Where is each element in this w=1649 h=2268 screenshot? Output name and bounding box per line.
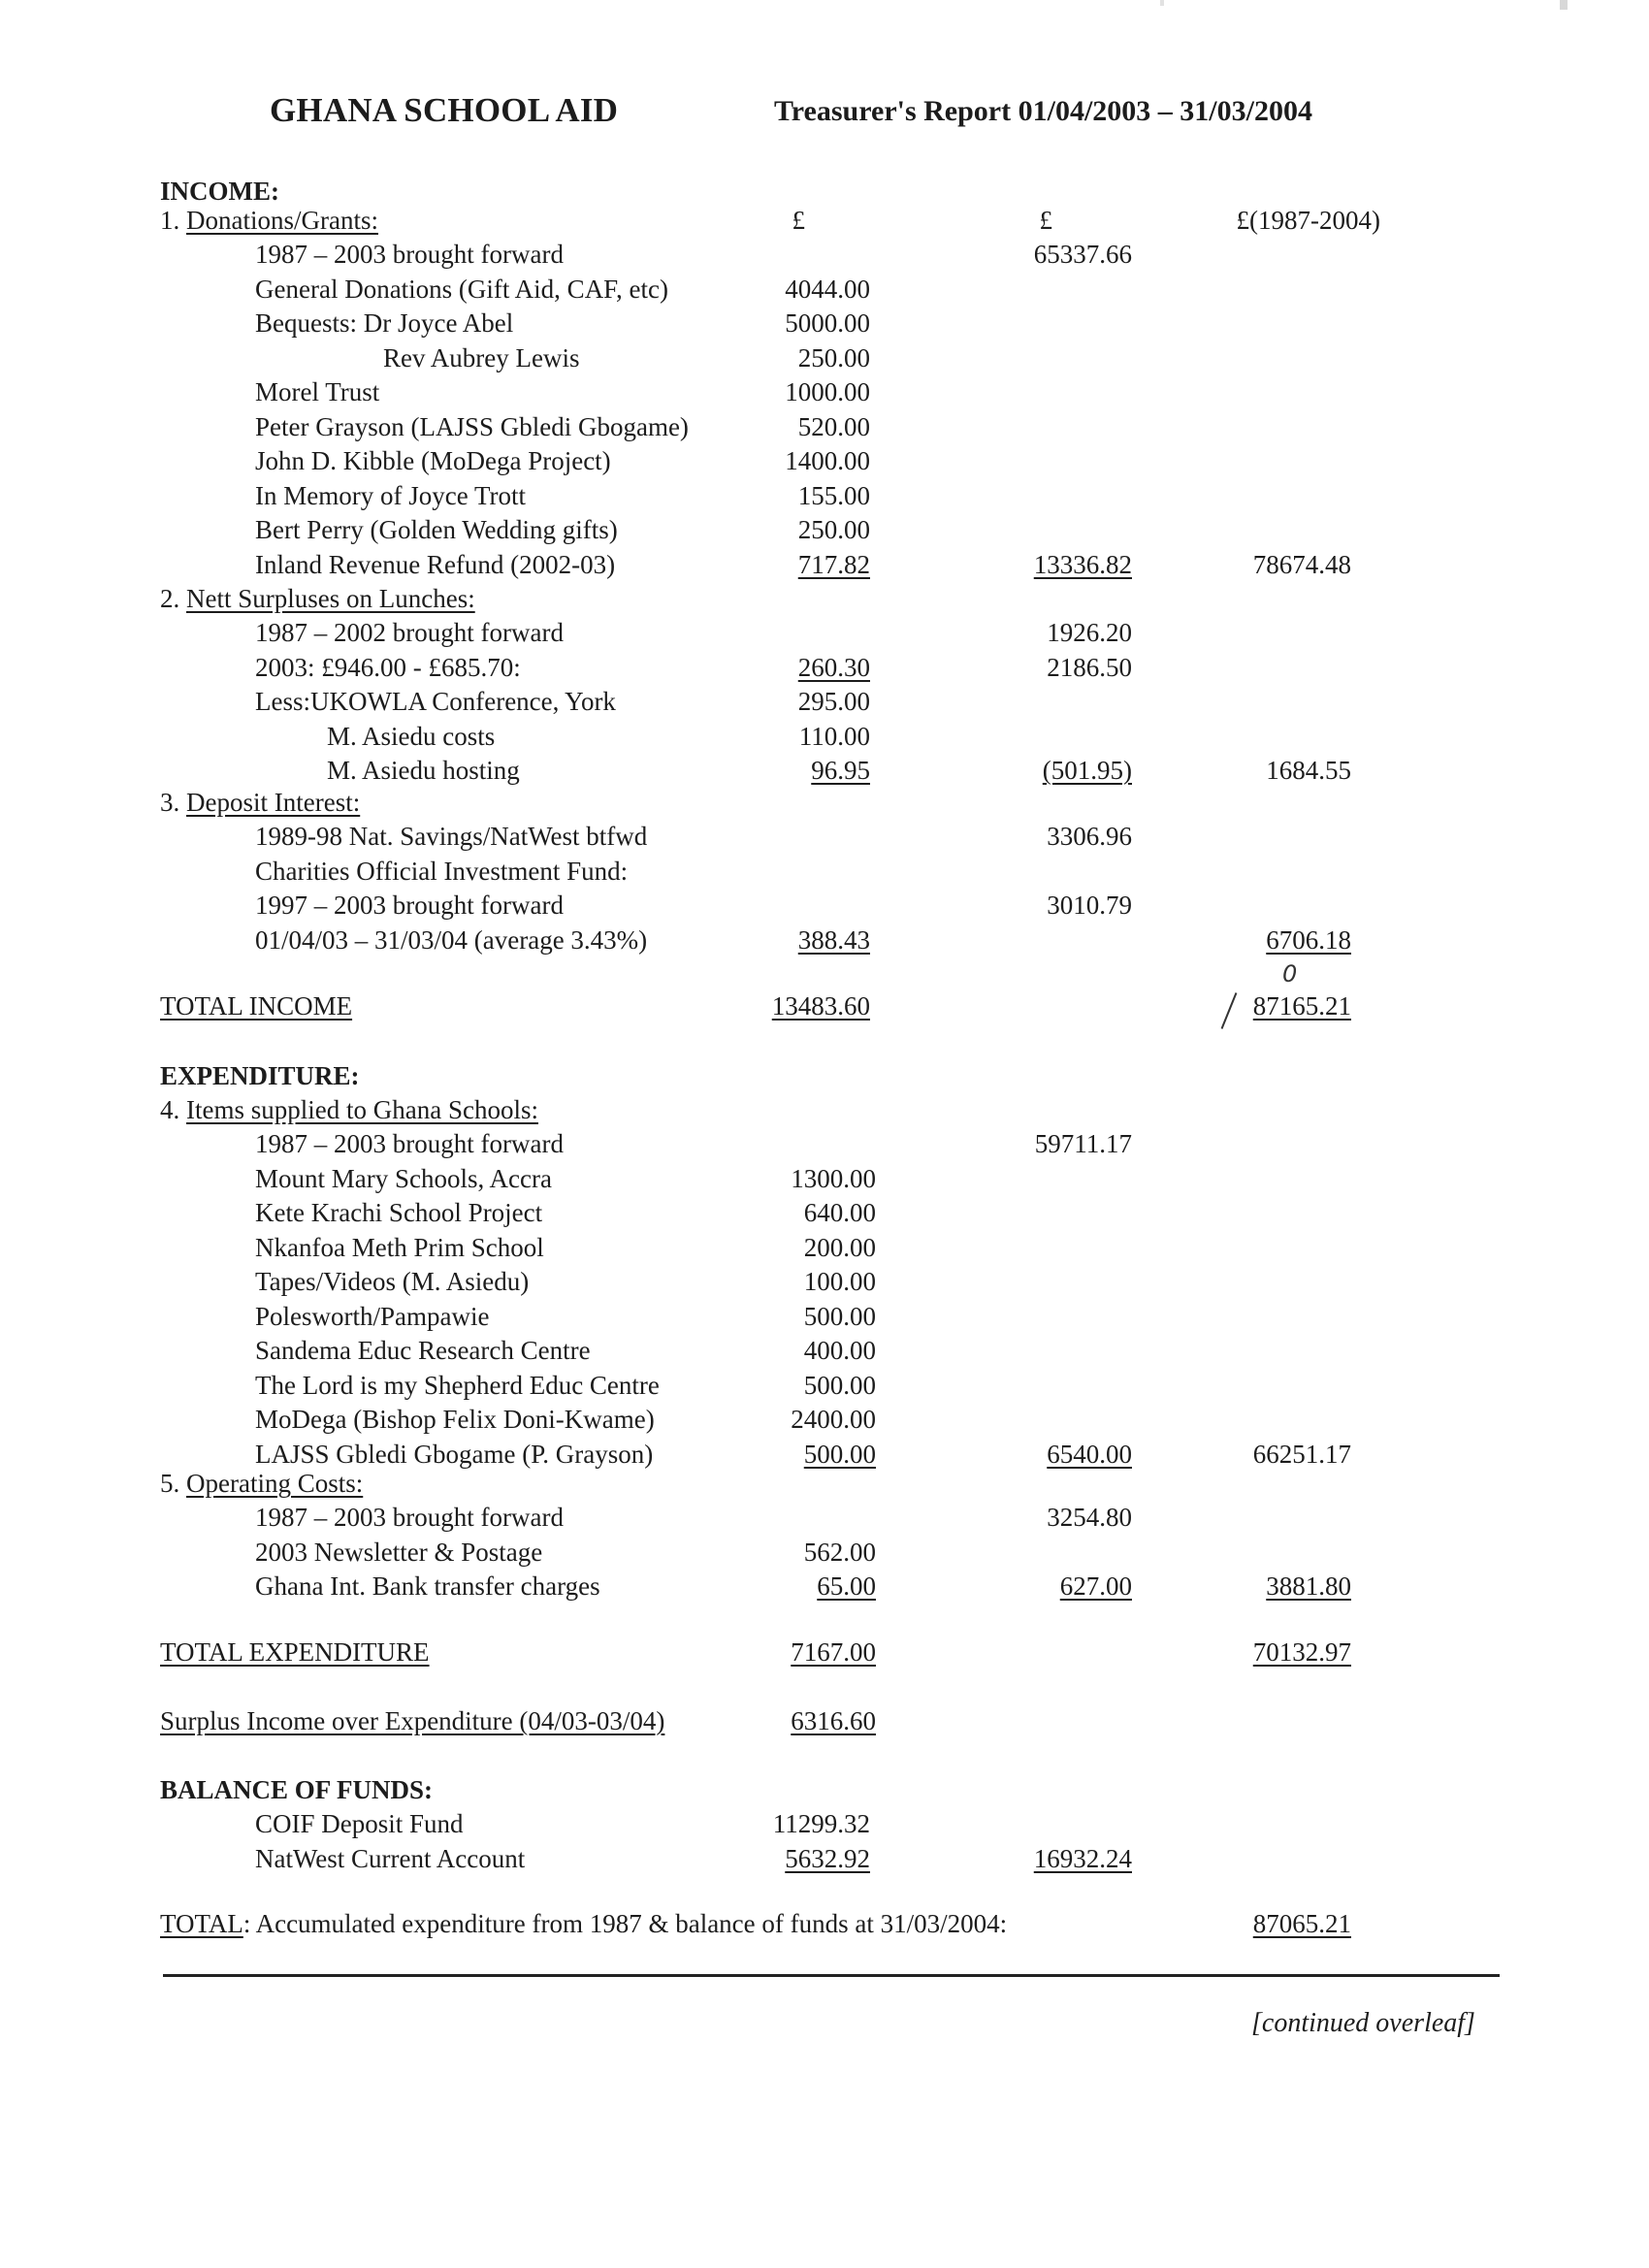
amount-col3: 66251.17 [1252, 1439, 1351, 1469]
amount-col1: 96.95 [811, 756, 870, 785]
row-label: Less:UKOWLA Conference, York [255, 687, 616, 716]
table-row [0, 651, 1649, 684]
table-row [0, 273, 1649, 306]
amount-col2: 65337.66 [1033, 240, 1132, 269]
handwritten-correction: 0 [1282, 960, 1298, 988]
table-row [0, 1807, 1649, 1840]
amount-col2: 6540.00 [1047, 1439, 1132, 1469]
section-name: Items supplied to Ghana Schools: [186, 1095, 538, 1124]
table-row [0, 410, 1649, 443]
total-expenditure-label: TOTAL EXPENDITURE [160, 1637, 430, 1667]
total-income-row [0, 989, 1649, 1022]
amount-col1: 250.00 [797, 342, 870, 373]
section-header-donations [0, 204, 1649, 237]
section-header-lunches [0, 582, 1649, 615]
balance-heading: BALANCE OF FUNDS: [160, 1775, 434, 1804]
amount-col1: 110.00 [798, 721, 870, 751]
amount-col1: 250.00 [797, 515, 870, 544]
row-label: M. Asiedu hosting [327, 756, 520, 785]
table-row [0, 1842, 1649, 1875]
row-label: LAJSS Gbledi Gbogame (P. Grayson) [255, 1439, 654, 1469]
section-title [160, 204, 378, 237]
amount-col1: 155.00 [797, 480, 870, 510]
row-label: Kete Krachi School Project [255, 1198, 543, 1227]
row-label: Charities Official Investment Fund: [255, 856, 629, 886]
table-row [0, 548, 1649, 581]
table-row [0, 238, 1649, 271]
row-label: Polesworth/Pampawie [255, 1301, 490, 1331]
row-label: MoDega (Bishop Felix Doni-Kwame) [255, 1405, 655, 1434]
row-label: Peter Grayson (LAJSS Gbledi Gbogame) [255, 411, 689, 441]
column-header-3: £(1987-2004) [1236, 206, 1380, 235]
amount-col1: 388.43 [797, 924, 870, 955]
table-row [0, 1231, 1649, 1264]
amount-col3: 1684.55 [1266, 756, 1351, 785]
row-label: Bert Perry (Golden Wedding gifts) [255, 515, 618, 544]
row-label: Nkanfoa Meth Prim School [255, 1232, 544, 1262]
table-row [0, 1438, 1649, 1471]
amount-col1: 1300.00 [791, 1163, 876, 1193]
amount-col2: 59711.17 [1034, 1129, 1132, 1158]
balance-heading-row [0, 1773, 1649, 1806]
row-label: 01/04/03 – 31/03/04 (average 3.43%) [255, 924, 648, 955]
income-heading-row [0, 175, 1649, 208]
row-label: 1989-98 Nat. Savings/NatWest btfwd [255, 822, 648, 851]
table-row [0, 341, 1649, 374]
amount-col1: 562.00 [803, 1537, 876, 1567]
amount-col1: 295.00 [797, 687, 870, 716]
amount-col1: 5000.00 [785, 308, 870, 338]
row-label: NatWest Current Account [255, 1843, 526, 1873]
row-label: 1987 – 2003 brought forward [255, 1129, 564, 1158]
grand-total-value: 87065.21 [1252, 1909, 1351, 1938]
surplus-label: Surplus Income over Expenditure (04/03-03/04) [160, 1706, 665, 1735]
section-number: 3. [160, 788, 180, 817]
organisation-title: GHANA SCHOOL AID [270, 91, 619, 129]
table-row [0, 889, 1649, 922]
table-row [0, 820, 1649, 853]
total-income-label: TOTAL INCOME [160, 991, 353, 1021]
surplus-value: 6316.60 [791, 1706, 876, 1735]
amount-col1: 260.30 [797, 652, 870, 682]
section-name: Operating Costs: [186, 1469, 364, 1498]
total-expenditure-year: 7167.00 [791, 1637, 876, 1667]
amount-col2: 2186.50 [1047, 652, 1132, 682]
table-row [0, 1300, 1649, 1333]
section-number: 5. [160, 1469, 180, 1498]
amount-col2: 3010.79 [1047, 891, 1132, 920]
row-label: Rev Aubrey Lewis [383, 342, 580, 373]
row-label: Inland Revenue Refund (2002-03) [255, 549, 616, 579]
column-header-2: £ [1039, 206, 1052, 235]
table-row [0, 1162, 1649, 1195]
row-label: John D. Kibble (MoDega Project) [255, 446, 611, 475]
section-name: Deposit Interest: [186, 788, 361, 817]
section-header-interest [0, 786, 1649, 819]
total-expenditure-cumulative: 70132.97 [1252, 1637, 1351, 1667]
continued-overleaf-note: [continued overleaf] [1251, 2008, 1475, 2038]
table-row [0, 1570, 1649, 1603]
table-row [0, 754, 1649, 787]
table-row [0, 720, 1649, 753]
grand-total-row [0, 1907, 1649, 1940]
table-row [0, 307, 1649, 340]
expenditure-heading: EXPENDITURE: [160, 1061, 360, 1090]
row-label: Morel Trust [255, 377, 380, 406]
table-row [0, 1536, 1649, 1569]
amount-col1: 500.00 [803, 1301, 876, 1331]
table-row [0, 1403, 1649, 1436]
amount-col1: 640.00 [803, 1198, 876, 1227]
row-label: 2003: £946.00 - £685.70: [255, 652, 521, 682]
amount-col1: 65.00 [817, 1571, 876, 1601]
amount-col1: 100.00 [803, 1267, 876, 1296]
row-label: COIF Deposit Fund [255, 1809, 464, 1838]
row-label: Tapes/Videos (M. Asiedu) [255, 1267, 530, 1296]
row-label: The Lord is my Shepherd Educ Centre [255, 1370, 660, 1400]
report-title: Treasurer's Report 01/04/2003 – 31/03/2004 [774, 95, 1312, 127]
section-title [160, 582, 475, 615]
section-number: 4. [160, 1095, 180, 1124]
amount-col1: 5632.92 [785, 1843, 870, 1873]
table-row [0, 444, 1649, 477]
table-row [0, 855, 1649, 888]
grand-total-label-text: : Accumulated expenditure from 1987 & balance of funds at 31/03/2004: [242, 1909, 1008, 1938]
table-row [0, 923, 1649, 956]
amount-col1: 4044.00 [785, 274, 870, 304]
grand-total-label-prefix: TOTAL [160, 1909, 243, 1938]
amount-col1: 717.82 [797, 549, 870, 579]
section-number: 1. [160, 206, 180, 235]
grand-total-label [160, 1907, 1007, 1940]
section-name: Donations/Grants: [186, 206, 378, 235]
amount-col3: 3881.80 [1266, 1571, 1351, 1601]
section-header-items [0, 1093, 1649, 1126]
row-label: Ghana Int. Bank transfer charges [255, 1571, 600, 1601]
row-label: 1987 – 2003 brought forward [255, 1503, 564, 1532]
table-row [0, 1501, 1649, 1534]
row-label: 1987 – 2002 brought forward [255, 618, 564, 647]
scan-edge-mark [1160, 0, 1164, 6]
footer-divider [163, 1974, 1500, 1977]
amount-col1: 500.00 [803, 1439, 876, 1469]
table-row [0, 685, 1649, 718]
amount-col2: 1926.20 [1047, 618, 1132, 647]
amount-col1: 1400.00 [785, 446, 870, 475]
section-header-operating [0, 1467, 1649, 1500]
table-row [0, 375, 1649, 408]
amount-col2: 627.00 [1059, 1571, 1132, 1601]
total-income-cumulative: 87165.21 [1252, 991, 1351, 1021]
row-label: 1997 – 2003 brought forward [255, 891, 564, 920]
row-label: 1987 – 2003 brought forward [255, 240, 564, 269]
section-number: 2. [160, 584, 180, 613]
row-label: General Donations (Gift Aid, CAF, etc) [255, 274, 669, 304]
amount-col2: 13336.82 [1033, 549, 1132, 579]
amount-col1: 11299.32 [772, 1809, 870, 1838]
row-label: Bequests: Dr Joyce Abel [255, 308, 514, 338]
table-row [0, 1127, 1649, 1160]
expenditure-heading-row [0, 1059, 1649, 1092]
section-title [160, 1467, 363, 1500]
amount-col1: 200.00 [803, 1232, 876, 1262]
total-expenditure-row [0, 1636, 1649, 1669]
table-row [0, 1369, 1649, 1402]
section-name: Nett Surpluses on Lunches: [186, 584, 475, 613]
table-row [0, 479, 1649, 512]
income-heading: INCOME: [160, 177, 279, 206]
amount-col3: 78674.48 [1252, 549, 1351, 579]
amount-col1: 400.00 [803, 1336, 876, 1365]
column-header-1: £ [792, 206, 805, 235]
amount-col2: 3254.80 [1047, 1503, 1132, 1532]
row-label: 2003 Newsletter & Postage [255, 1537, 543, 1567]
amount-col1: 2400.00 [791, 1405, 876, 1434]
amount-col1: 500.00 [803, 1370, 876, 1400]
amount-col1: 520.00 [797, 411, 870, 441]
amount-col3: 6706.18 [1266, 924, 1351, 955]
amount-col2: (501.95) [1042, 756, 1132, 785]
table-row [0, 1265, 1649, 1298]
amount-col1: 1000.00 [785, 377, 870, 406]
row-label: Mount Mary Schools, Accra [255, 1163, 552, 1193]
table-row [0, 616, 1649, 649]
section-title [160, 786, 360, 819]
scan-edge-mark [1560, 0, 1568, 10]
amount-col2: 16932.24 [1033, 1843, 1132, 1873]
table-row [0, 1196, 1649, 1229]
table-row [0, 1334, 1649, 1367]
surplus-row [0, 1704, 1649, 1737]
table-row [0, 513, 1649, 546]
row-label: In Memory of Joyce Trott [255, 480, 526, 510]
total-income-year: 13483.60 [771, 991, 870, 1021]
row-label: Sandema Educ Research Centre [255, 1336, 591, 1365]
amount-col2: 3306.96 [1047, 822, 1132, 851]
section-title [160, 1093, 538, 1126]
row-label: M. Asiedu costs [327, 721, 496, 751]
